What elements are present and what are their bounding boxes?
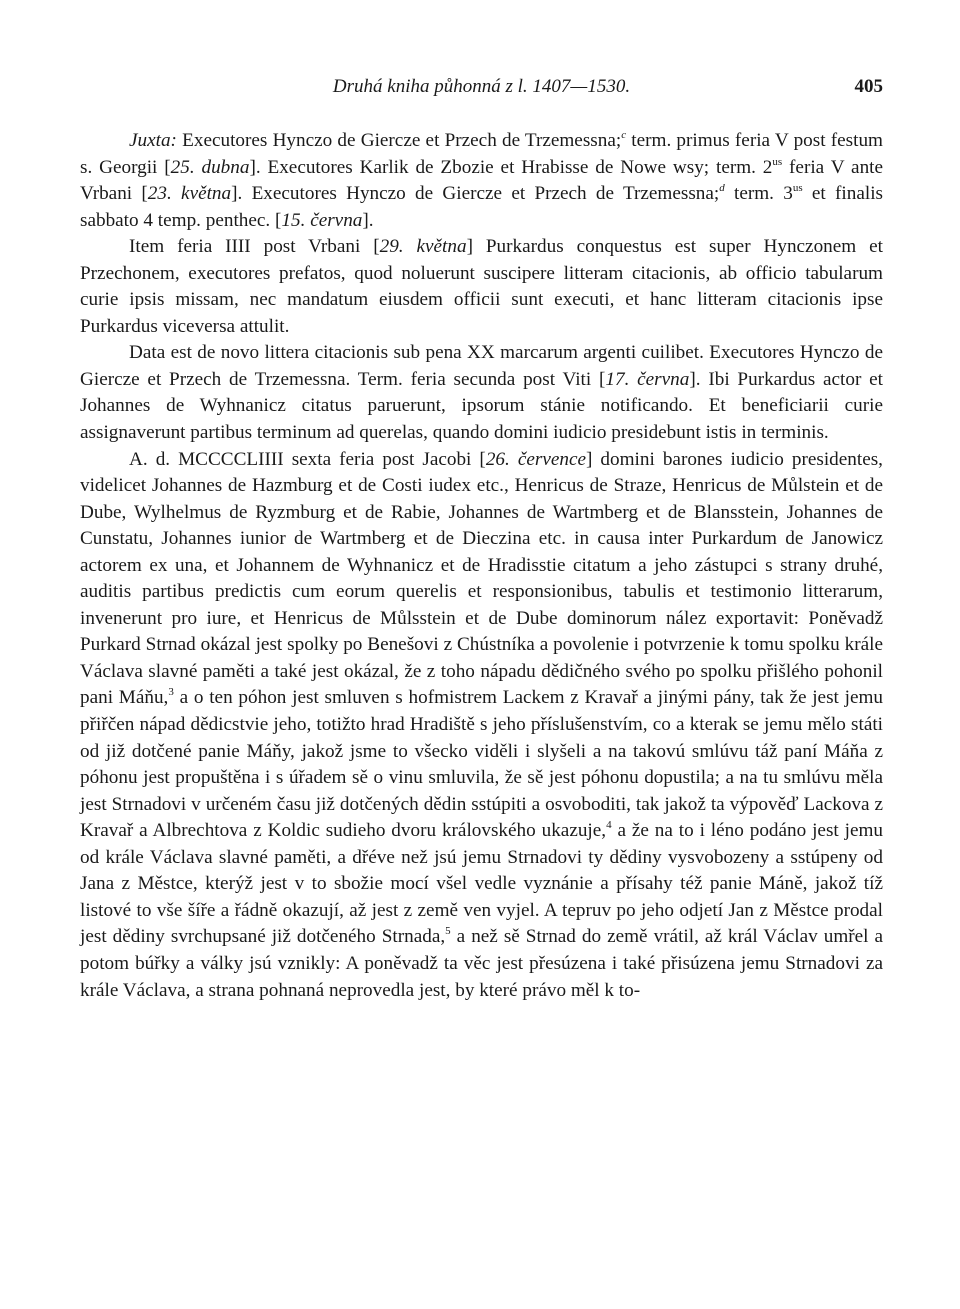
- text-run: ]. Executores Hynczo de Giercze et Przech de Trzemessna;: [231, 183, 720, 205]
- text-run: ]. Ibi Purkardus actor et Johannes de Wyhnanicz citatus paruerunt, ipsorum stánie notificando. Et beneficiarii curie assignaverunt partibus terminum ad querelas, quando domini iudicio presidebunt istis in terminis.: [80, 368, 883, 444]
- italic-text: 29. května: [379, 236, 467, 258]
- footnote-marker: 3: [168, 686, 174, 699]
- page-number: 405: [854, 76, 883, 97]
- text-run: Executores Hynczo de Giercze et Przech de Trzemessna;: [176, 130, 622, 151]
- footnote-marker: 5: [445, 925, 451, 938]
- text-run: ]. Executores Karlik de Zbozie et Hrabisse de Nowe wsy; term. 2: [249, 156, 773, 178]
- text-run: A. d. MCCCCLIIII sexta feria post Jacobi [: [129, 448, 486, 470]
- text-run: Data est de novo littera citacionis sub pena XX marcarum argenti cuilibet. Executores Hynczo de Giercze et Przech de Trzemessna. Term. feria secunda post Viti [: [80, 342, 883, 390]
- document-body: [80, 128, 883, 1004]
- italic-text: 23. května: [147, 183, 232, 205]
- footnote-marker: d: [719, 182, 725, 195]
- italic-text: 26. července: [485, 448, 586, 470]
- text-run: term. 3: [724, 183, 793, 205]
- text-run: feria V ante Vrbani [: [80, 156, 884, 205]
- footnote-marker: 4: [606, 819, 612, 832]
- paragraph-p2: [80, 234, 883, 340]
- running-header: [80, 76, 883, 106]
- text-run: term. primus feria V post festum s. Georgii [: [80, 130, 883, 178]
- text-run: et finalis sabbato 4 temp. penthec. [: [80, 183, 883, 231]
- italic-text: 15. června: [281, 209, 363, 231]
- text-run: a než sě Strnad do země vrátil, až král Václav umřel a potom búřky a války jsú vznikly: A poněvadž ta věc jest přesúzena i také přisúzena jemu Strnadovi za krále Václava, a strana pohnaná neprovedla jest, by které právo měl k to-: [80, 926, 883, 1001]
- text-run: a že na to i léno podáno jest jemu od krále Václava slavné paměti, a dřéve než jsú jemu Strnadovi ty dědiny vysvobozeny a sstúpeny od Jana z Městce, kterýž jest v to sbožie mocí všel vedle vyznánie a přísahy též panie Máně, jakož tíž listové to vše šíře a řádně okazují, až jest z země ven vyjel. A tepruv po jeho odjetí Jan z Městce prodal jest dědiny svrchupsané již dotčeného Strnada,: [80, 820, 883, 948]
- paragraph-p4: [80, 447, 883, 1004]
- text-run: a o ten póhon jest smluven s hofmistrem Lackem z Kravař a jinými pány, tak že jest jemu přiřčen nápad dědicstvie jeho, totižto hrad Hradiště s jeho příslušenstvím, co a kterak se jemu mělo státi od již dotčené panie Máňy, jakož jsme to všecko viděli i slyšeli a na takovú smlúvu táž paní Máňa z póhonu jest propuštěna i s úřadem sě o vinu smluvila, že sě jest póhonu dopustila; a na tu smlúvu měla jest Strnadovi v určeném času již dotčených dědin sstúpiti a osvoboditi, tak jakož ta výpověď Lackova z Kravař a Albrechtova z Koldic sudieho dvoru královského ukazuje,: [80, 687, 883, 842]
- italic-text: 17. června: [605, 368, 690, 390]
- text-run: ] domini barones iudicio presidentes, videlicet Johannes de Hazmburg et de Costi iudex etc., Henricus de Straze, Henricus de Můlstein et de Dube, Wylhelmus de Ryzmburg et de Rabie, Johannes de Wartmberg et de Blansstein, Johannes de Cunstatu, Johannes iunior de Wartmberg et de Dieczina etc. in causa inter Purkardum de Janowicz actorem ex una, et Johannem de Wyhnanicz et de Hradisstie citatum a jeho zástupci s strany druhé, auditis partibus predictis cum eorum querelis et responsionibus, tabulis et testimonio litterarum, invenerunt pro iure, et Henricus de Můlsstein et de Dube dominorum nález exportavit: Poněvadž Purkard Strnad okázal jest spolky po Benešovi z Chústníka a povolenie i potvrzenie k tomu spolku krále Václava slavné paměti a také jest okázal, že z toho nápadu dědičného svého po spolku přišlého pohonil pani Máňu,: [80, 448, 883, 709]
- paragraph-p1: [80, 128, 883, 234]
- italic-text: Juxta:: [129, 130, 177, 151]
- text-run: Item feria IIII post Vrbani [: [129, 236, 380, 258]
- footnote-marker: c: [621, 129, 627, 141]
- text-run: ] Purkardus conquestus est super Hynczonem et Przechonem, executores prefatos, quod noluerunt suscipere litteram citacionis, ab officio tabularum curie ipsis missam, nec mandatum eiusdem officii sunt executi, et hanc litteram citacionis ipse Purkardus viceversa attulit.: [80, 236, 883, 337]
- footnote-marker: us: [792, 182, 803, 195]
- footnote-marker: us: [772, 155, 783, 168]
- header-title: Druhá kniha půhonná z l. 1407—1530.: [332, 76, 631, 97]
- italic-text: 25. dubna: [170, 156, 250, 178]
- paragraph-p3: [80, 340, 883, 446]
- text-run: ].: [362, 209, 374, 231]
